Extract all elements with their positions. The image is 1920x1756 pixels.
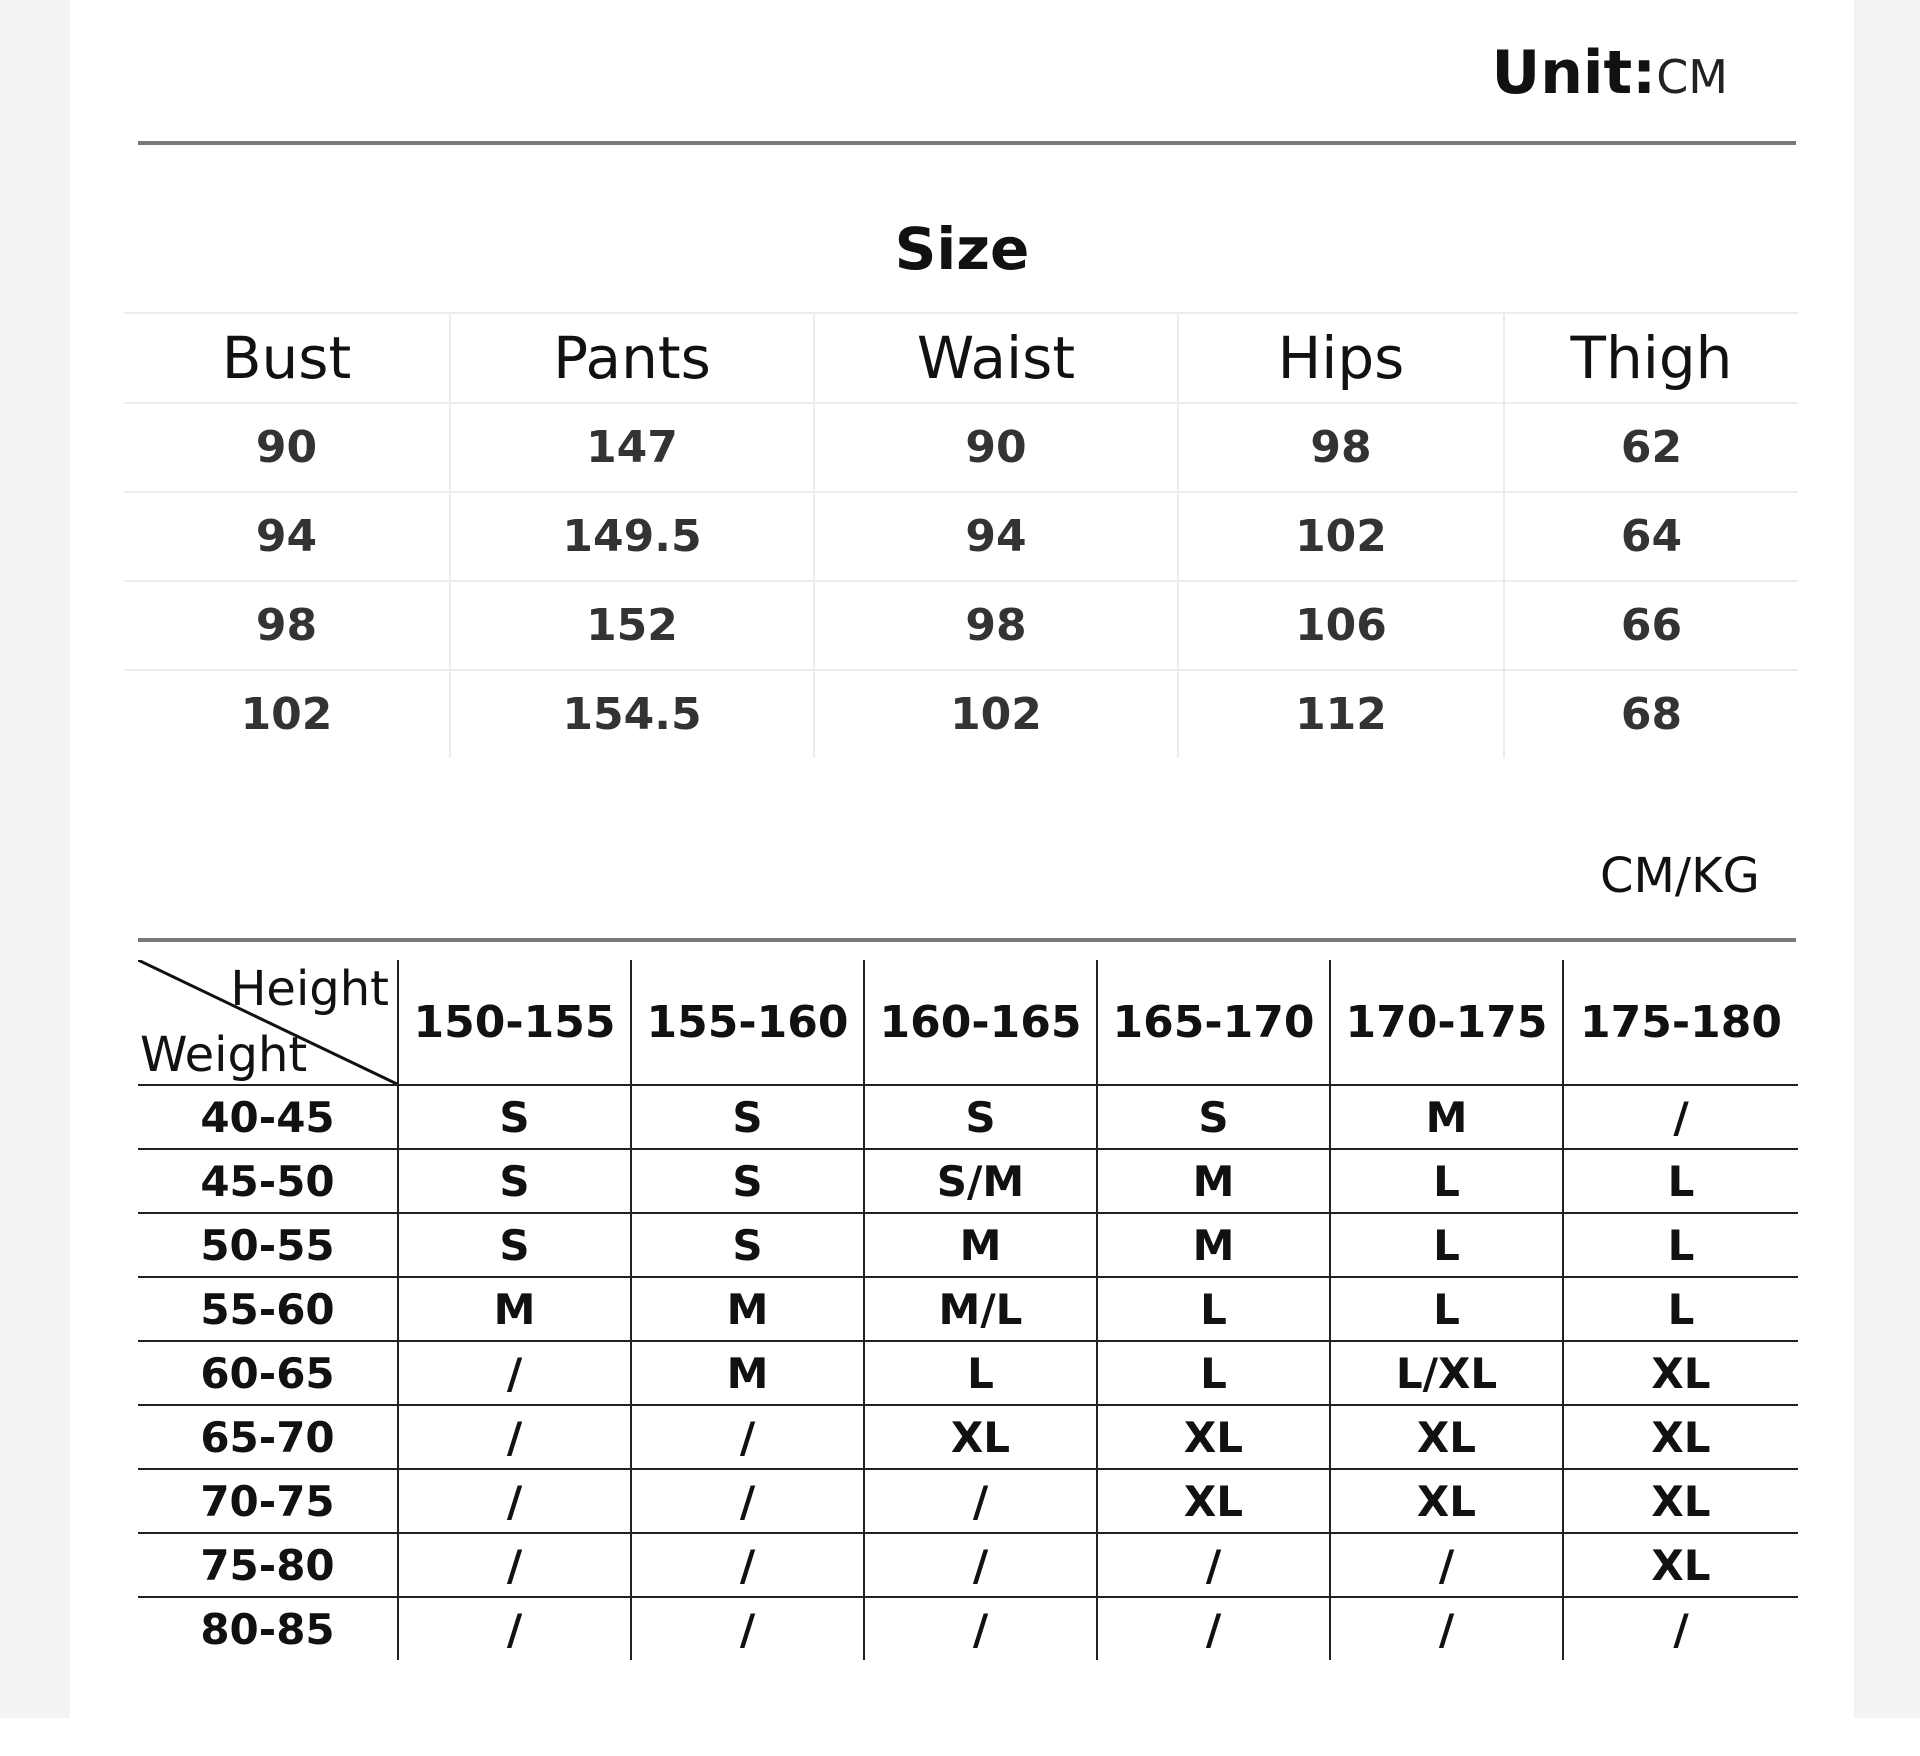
middle-divider [138, 938, 1796, 942]
size-cell: / [1330, 1597, 1563, 1660]
size-cell: XL [1563, 1341, 1798, 1405]
table-row [138, 1341, 1798, 1405]
size-cell: L [1330, 1213, 1563, 1277]
weight-range-cell: 55-60 [138, 1277, 398, 1341]
size-table-title: Size [894, 215, 1030, 283]
size-cell: S [631, 1085, 864, 1149]
weight-range-cell: 70-75 [138, 1469, 398, 1533]
table-row [138, 1469, 1798, 1533]
size-cell: / [1097, 1533, 1330, 1597]
table-cell: 152 [450, 581, 814, 670]
weight-range-cell: 60-65 [138, 1341, 398, 1405]
unit-prefix: Unit: [1491, 38, 1657, 108]
table-cell: 62 [1504, 403, 1798, 492]
size-cell: S [1097, 1085, 1330, 1149]
size-cell: / [631, 1469, 864, 1533]
weight-range-cell: 50-55 [138, 1213, 398, 1277]
table-cell: 154.5 [450, 670, 814, 758]
table-row [124, 492, 1798, 581]
size-measurement-table [124, 312, 1798, 758]
table-row [138, 1149, 1798, 1213]
size-cell: / [1330, 1533, 1563, 1597]
size-cell: / [398, 1469, 631, 1533]
column-header-pants: Pants [450, 313, 814, 403]
size-cell: XL [1097, 1469, 1330, 1533]
size-cell: / [864, 1533, 1097, 1597]
table-cell: 112 [1178, 670, 1504, 758]
size-cell: / [631, 1405, 864, 1469]
fit-table-unit-label: CM/KG [1600, 848, 1760, 904]
size-cell: / [864, 1597, 1097, 1660]
size-cell: XL [1097, 1405, 1330, 1469]
size-cell: / [631, 1597, 864, 1660]
size-cell: / [1563, 1597, 1798, 1660]
table-cell: 147 [450, 403, 814, 492]
table-row [124, 670, 1798, 758]
size-cell: XL [1330, 1469, 1563, 1533]
column-header-thigh: Thigh [1504, 313, 1798, 403]
size-cell: M [398, 1277, 631, 1341]
column-header-bust: Bust [124, 313, 450, 403]
size-cell: M [631, 1277, 864, 1341]
table-cell: 94 [124, 492, 450, 581]
size-cell: L [1330, 1277, 1563, 1341]
size-cell: / [398, 1597, 631, 1660]
table-cell: 64 [1504, 492, 1798, 581]
size-cell: L [1330, 1149, 1563, 1213]
size-cell: L [1563, 1149, 1798, 1213]
table-cell: 102 [814, 670, 1178, 758]
table-cell: 90 [814, 403, 1178, 492]
size-chart-sheet [70, 0, 1854, 1718]
fit-table-header-row [138, 960, 1798, 1085]
table-cell: 106 [1178, 581, 1504, 670]
table-cell: 98 [124, 581, 450, 670]
size-table-header-row [124, 313, 1798, 403]
size-cell: / [398, 1405, 631, 1469]
size-cell: S [398, 1149, 631, 1213]
table-cell: 94 [814, 492, 1178, 581]
table-cell: 68 [1504, 670, 1798, 758]
column-header-hips: Hips [1178, 313, 1504, 403]
weight-range-cell: 40-45 [138, 1085, 398, 1149]
height-weight-fit-table [138, 960, 1798, 1660]
table-cell: 102 [1178, 492, 1504, 581]
size-cell: / [631, 1533, 864, 1597]
table-row [124, 581, 1798, 670]
size-cell: / [398, 1533, 631, 1597]
table-cell: 98 [814, 581, 1178, 670]
size-cell: M [1330, 1085, 1563, 1149]
height-range-header: 170-175 [1330, 960, 1563, 1085]
size-cell: XL [864, 1405, 1097, 1469]
table-row [138, 1405, 1798, 1469]
table-row [124, 403, 1798, 492]
height-range-header: 155-160 [631, 960, 864, 1085]
size-cell: / [864, 1469, 1097, 1533]
size-cell: / [1563, 1085, 1798, 1149]
size-cell: L/XL [1330, 1341, 1563, 1405]
corner-label-height: Height [230, 961, 389, 1017]
table-cell: 149.5 [450, 492, 814, 581]
size-cell: S [864, 1085, 1097, 1149]
height-range-header: 150-155 [398, 960, 631, 1085]
size-cell: XL [1330, 1405, 1563, 1469]
size-cell: M [631, 1341, 864, 1405]
table-cell: 90 [124, 403, 450, 492]
table-row [138, 1533, 1798, 1597]
top-divider [138, 141, 1796, 145]
height-range-header: 160-165 [864, 960, 1097, 1085]
size-cell: L [864, 1341, 1097, 1405]
size-cell: M [864, 1213, 1097, 1277]
size-cell: / [1097, 1597, 1330, 1660]
table-cell: 66 [1504, 581, 1798, 670]
weight-range-cell: 75-80 [138, 1533, 398, 1597]
height-weight-corner-cell [138, 960, 398, 1085]
column-header-waist: Waist [814, 313, 1178, 403]
size-cell: S [398, 1085, 631, 1149]
size-cell: S [398, 1213, 631, 1277]
bottom-margin [0, 1718, 1920, 1756]
size-cell: XL [1563, 1469, 1798, 1533]
weight-range-cell: 65-70 [138, 1405, 398, 1469]
size-cell: L [1563, 1277, 1798, 1341]
table-cell: 102 [124, 670, 450, 758]
size-cell: L [1563, 1213, 1798, 1277]
size-cell: S [631, 1149, 864, 1213]
size-cell: XL [1563, 1533, 1798, 1597]
weight-range-cell: 80-85 [200, 1604, 335, 1654]
table-row [138, 1085, 1798, 1149]
height-range-header: 165-170 [1097, 960, 1330, 1085]
size-cell: / [398, 1341, 631, 1405]
size-cell: M/L [864, 1277, 1097, 1341]
size-cell: S [631, 1213, 864, 1277]
unit-label [1492, 38, 1729, 112]
size-cell: L [1097, 1277, 1330, 1341]
weight-range-cell: 45-50 [138, 1149, 398, 1213]
unit-value: CM [1656, 50, 1728, 104]
table-row [138, 1213, 1798, 1277]
table-row [138, 1277, 1798, 1341]
size-cell: L [1097, 1341, 1330, 1405]
table-cell: 98 [1178, 403, 1504, 492]
height-range-header: 175-180 [1563, 960, 1798, 1085]
size-cell: M [1097, 1149, 1330, 1213]
table-row [138, 1597, 1798, 1660]
size-cell: M [1097, 1213, 1330, 1277]
corner-label-weight: Weight [140, 1027, 308, 1083]
size-cell: XL [1563, 1405, 1798, 1469]
size-cell: S/M [864, 1149, 1097, 1213]
